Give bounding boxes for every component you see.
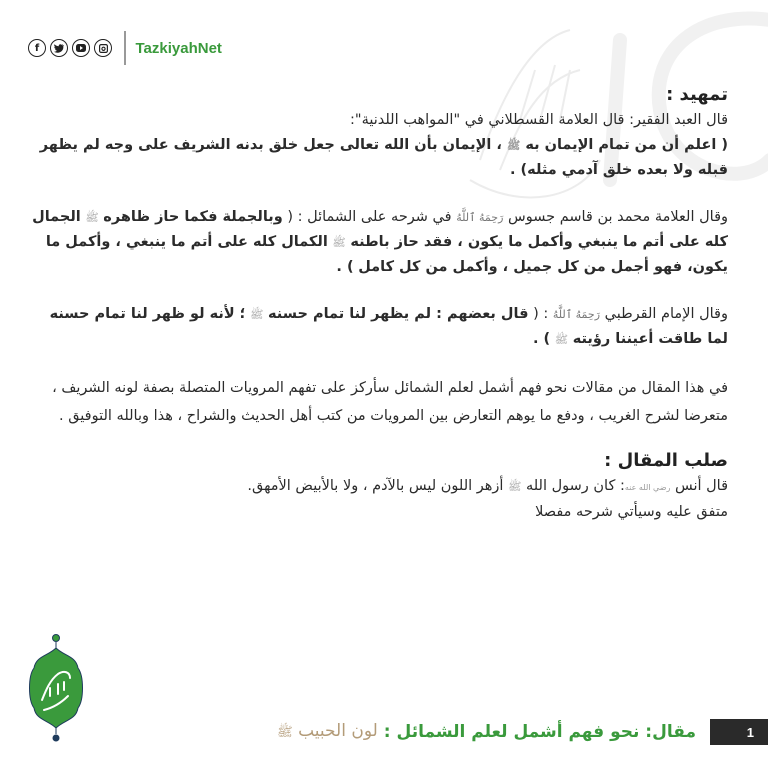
page-number-badge bbox=[710, 719, 768, 745]
qurtubi-intro: وقال الإمام القرطبي bbox=[604, 306, 728, 322]
quote-part-2: ، الإيمان بأن الله تعالى جعل خلق بدنه الشريف على وجه لم يظهر قبله ولا بعده خلق آدمي مثله) . bbox=[39, 137, 728, 178]
header-divider bbox=[124, 31, 126, 65]
instagram-icon[interactable] bbox=[94, 39, 112, 57]
salawat-icon: ﷺ bbox=[276, 725, 293, 740]
series-title: مقال: نحو فهم أشمل لعلم الشمائل : bbox=[383, 722, 696, 742]
facebook-icon[interactable]: f bbox=[28, 39, 46, 57]
social-links bbox=[28, 39, 112, 57]
jasous-bold-3: الكمال كله على أتم ما ينبغي ، وأكمل ما يكون، فهو أجمل من كل جميل ، وأكمل من كل كامل bbox=[45, 234, 728, 275]
anas-a: قال أنس bbox=[674, 478, 728, 494]
salawat-icon: ﷺ bbox=[85, 211, 99, 224]
intro-quote bbox=[30, 133, 728, 183]
salawat-icon: ﷺ bbox=[508, 480, 522, 493]
intro-line: قال العبد الفقير: قال العلامة القسطلاني في "المواهب اللدنية": bbox=[350, 112, 728, 128]
salawat-icon: ﷺ bbox=[332, 236, 346, 249]
jasous-quote bbox=[30, 205, 728, 280]
qurtubi-bold-1: قال بعضهم : لم يظهر لنا تمام حسنه bbox=[267, 306, 529, 322]
jasous-bold-1: وبالجملة فكما حاز ظاهره bbox=[103, 209, 283, 225]
article-body bbox=[30, 82, 728, 525]
radiallah-icon: رضي الله عنه bbox=[624, 483, 671, 492]
jasous-bold-2: الجمال كله على أتم ما ينبغي وأكمل ما يكون ، فقد حاز باطنه bbox=[32, 209, 728, 250]
qurtubi-quote bbox=[30, 302, 728, 352]
salawat-icon: ﷺ bbox=[506, 139, 521, 152]
footer-bar bbox=[277, 718, 768, 746]
jasous-end: ) . bbox=[336, 259, 354, 275]
salawat-icon: ﷺ bbox=[250, 308, 264, 321]
qurtubi-end: ) . bbox=[533, 331, 551, 347]
rahimahullah-icon: رَحِمَهُ ٱللَّهُ bbox=[552, 308, 601, 321]
quote-part-1: ( اعلم أن من تمام الإيمان به bbox=[525, 137, 728, 153]
article-title bbox=[277, 721, 378, 743]
header-bar bbox=[28, 34, 222, 62]
qurtubi-colon: : ( bbox=[533, 306, 549, 322]
jasous-intro: وقال العلامة محمد بن قاسم جسوس bbox=[508, 209, 728, 225]
article-purpose: في هذا المقال من مقالات نحو فهم أشمل لعلم الشمائل سأركز على تفهم المرويات المتصلة بصفة لونه الشريف ، متعرضا لشرح الغريب ، ودفع ما يوهم التعارض بين المرويات من كتب أهل الحديث والشراح ، هذا وبالله التوفيق . bbox=[52, 380, 728, 424]
anas-hadith bbox=[30, 474, 728, 500]
anas-b: : كان رسول الله bbox=[525, 478, 625, 494]
intro-heading: تمهيد : bbox=[666, 84, 728, 105]
anas-c: أزهر اللون ليس بالآدم ، ولا بالأبيض الأمهق. bbox=[247, 478, 504, 494]
brand-name[interactable]: TazkiyahNet bbox=[135, 39, 222, 57]
hadith-source: متفق عليه وسيأتي شرحه مفصلا bbox=[535, 504, 728, 520]
body-heading: صلب المقال : bbox=[604, 450, 728, 471]
tazkiyah-logo bbox=[28, 630, 84, 750]
article-title-text: لون الحبيب bbox=[298, 721, 378, 741]
jasous-intro-2: في شرحه على الشمائل : ( bbox=[287, 209, 452, 225]
youtube-icon[interactable] bbox=[72, 39, 90, 57]
salawat-icon: ﷺ bbox=[554, 333, 569, 346]
page-number: 1 bbox=[746, 724, 754, 740]
twitter-icon[interactable] bbox=[50, 39, 68, 57]
qurtubi-bold-2: ؛ لأنه لو ظهر لنا تمام حسنه لما طاقت أعيننا رؤيته bbox=[49, 306, 728, 347]
rahimahullah-icon: رَحِمَهُ ٱللَّهُ bbox=[456, 211, 504, 224]
